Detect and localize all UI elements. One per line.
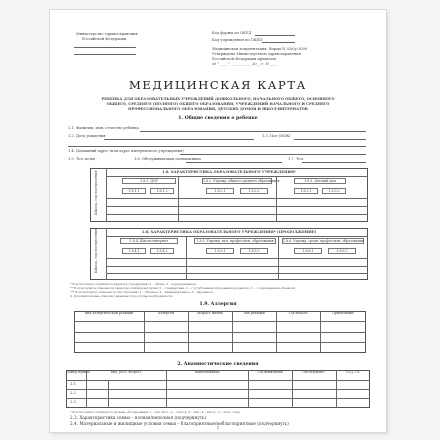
field-address: 1.4. Домашний адрес (или адрес интернатного учреждения)	[68, 149, 184, 153]
subtitle-line-1: РЕБЕНКА ДЛЯ ОБРАЗОВАТЕЛЬНЫХ УЧРЕЖДЕНИЙ ДОШКОЛЬНОГО, НАЧАЛЬНОГО ОБЩЕГО, ОСНОВНОГО	[101, 97, 335, 101]
page-number: 1	[216, 426, 220, 430]
table-continued-sub-6: 1.8.6.2	[328, 248, 356, 254]
table-institution-side-label: Школа, год поступления	[94, 170, 98, 215]
table-institution-head-1: 1.8.1. ДОУ	[122, 178, 176, 184]
table-continued-sub-2: 1.8.4.2	[150, 248, 174, 254]
footnote-3: *** В этом пункте отмечается тип обучения (1 – обычное, 2 – индивидуальное, 3 – надомное).	[70, 290, 214, 294]
ministry-line-2: Российской Федерации	[82, 37, 127, 41]
anamnesis-row-2: 2.2.	[70, 391, 77, 395]
header-right-line-3: Медицинская документация. Форма N 026/у-2000	[212, 47, 308, 51]
allergy-head-3: Возраст жизни	[197, 311, 223, 315]
table-continued-sub-5: 1.8.6.1	[294, 248, 322, 254]
allergy-head-4: Тип реакции	[243, 311, 265, 315]
page-title: МЕДИЦИНСКАЯ КАРТА	[129, 78, 307, 92]
anamnesis-row-1: 2.1.	[70, 382, 77, 386]
living-conditions: 2.4. Материальные и жилищные условия семьи – благоприятные/неблагоприятные (подчеркнуть)	[70, 421, 289, 426]
field-full-name: 1.1. Фамилия, имя, отчество ребенка	[68, 126, 139, 130]
header-right-line-6: от " ____ " ___________ 20__ г. N ____	[212, 62, 278, 66]
table-institution-continued-title: 1.8. ХАРАКТЕРИСТИКА ОБРАЗОВАТЕЛЬНОГО УЧРЕЖДЕНИЯ* (ПРОДОЛЖЕНИЕ)	[141, 230, 317, 234]
table-continued-head-1: 1.8.4. Школа-интернат	[120, 238, 178, 244]
header-right-line-4: Утверждена Министерством здравоохранения	[212, 52, 301, 56]
table-institution-sub-1: 1.8.1.1	[122, 188, 146, 194]
allergy-head-5: Год начала	[288, 311, 308, 315]
table-institution-title: 1.8. ХАРАКТЕРИСТИКА ОБРАЗОВАТЕЛЬНОГО УЧРЕЖДЕНИЯ*	[162, 170, 296, 174]
table-continued-head-3: 1.8.6. Учрежд. средн. профессион. образования	[283, 239, 364, 243]
section1-title: 1. Общие сведения о ребенке	[178, 116, 258, 121]
table-institution-sub-6: 1.8.3.2	[322, 188, 346, 194]
footnote-2: ** В этом пункте отмечается характер учебной нагрузки (1 – стандартная, 2 – с углубленным изучением предметов, 3 – с сокращенным объемом).	[70, 286, 296, 290]
table-institution-head-3: 1.8.3. Детский дом	[294, 178, 346, 184]
anamnesis-row-3: 2.3.	[70, 400, 77, 404]
field-birth-date: 1.2. Дата рождения	[68, 134, 106, 138]
allergy-head-6: Примечание	[332, 311, 354, 315]
allergy-head-2: Аллерген	[157, 311, 175, 315]
anamnesis-head-6: УЗД, Гл.	[345, 370, 361, 374]
table-institution-sub-5: 1.8.3.1	[294, 188, 318, 194]
table-institution-head-2: 1.8.2. Учрежд. общего среднего образования	[203, 179, 280, 183]
table-institution-sub-3: 1.8.2.1	[206, 188, 234, 194]
table-institution-sub-2: 1.8.1.2	[150, 188, 174, 194]
subtitle-line-3: ПРОФЕССИОНАЛЬНОГО ОБРАЗОВАНИЯ, ДЕТСКИХ ДОМОВ И ШКОЛ-ИНТЕРНАТОВ	[128, 107, 308, 111]
header-right-line-1: Код формы по ОКУД	[212, 31, 252, 35]
table-continued-sub-1: 1.8.4.1	[122, 248, 146, 254]
field-sex: 1.3. Пол (М/Ж)	[262, 134, 291, 138]
allergy-head-1: Вид аллергической реакции	[84, 311, 134, 315]
field-phone: 1.5. Тел. кг/кв	[68, 157, 95, 161]
footnote-4: 4. Дополнительные отметки указываются в случае необходимости.	[70, 294, 174, 298]
table-continued-head-2: 1.8.5. Учрежд. нач. профессион. образования	[194, 238, 276, 244]
table-institution-continued-side-label: Школа, год поступления	[94, 228, 98, 273]
allergy-title: 1.9. Аллергия	[199, 302, 237, 307]
table-continued-sub-3: 1.8.5.1	[206, 248, 234, 254]
ministry-line-1: Министерство здравоохранения	[76, 32, 138, 36]
anamnesis-title: 2. Анамнестические сведения	[177, 362, 259, 367]
anamnesis-head-1: Номер пункта	[66, 370, 90, 374]
anamnesis-note: * В этом пункте отмечается уровень обследования: 1 – без обсл., 2 – осмотр, 3 – лаб., 4 – инстр., 5 – конс. спец.	[70, 410, 241, 414]
anamnesis-head-4: Год выявления	[257, 370, 283, 374]
footnote-1: * В этом пункте отмечается характер учреждения (1 – общее, 2 – коррекционное).	[70, 282, 197, 286]
anamnesis-head-3: Наименование	[194, 370, 220, 374]
table-continued-sub-4: 1.8.5.2	[240, 248, 268, 254]
subtitle-line-2: ОБЩЕГО, СРЕДНЕГО (ПОЛНОГО) ОБЩЕГО ОБРАЗОВАНИЯ, УЧРЕЖДЕНИЙ НАЧАЛЬНОГО И СРЕДНЕГО	[106, 102, 330, 106]
anamnesis-head-2: Вид, рост, возраст	[110, 370, 142, 374]
family-characteristic: 2.3. Характеристика семьи – полная/неполная (подчеркнуть)	[70, 415, 207, 420]
table-institution-sub-4: 1.8.2.2	[240, 188, 268, 194]
header-right-line-5: Российской Федерации приказом	[212, 57, 276, 61]
field-polyclinic: 1.6. Обслуживающая поликлиника	[134, 157, 201, 161]
document-page	[50, 10, 386, 432]
field-polyclinic-phone: 1.7. Тел.	[288, 157, 304, 161]
header-right-line-2: Код учреждения по ОКПО	[212, 38, 263, 42]
anamnesis-head-5: Обследовано*	[302, 370, 326, 374]
